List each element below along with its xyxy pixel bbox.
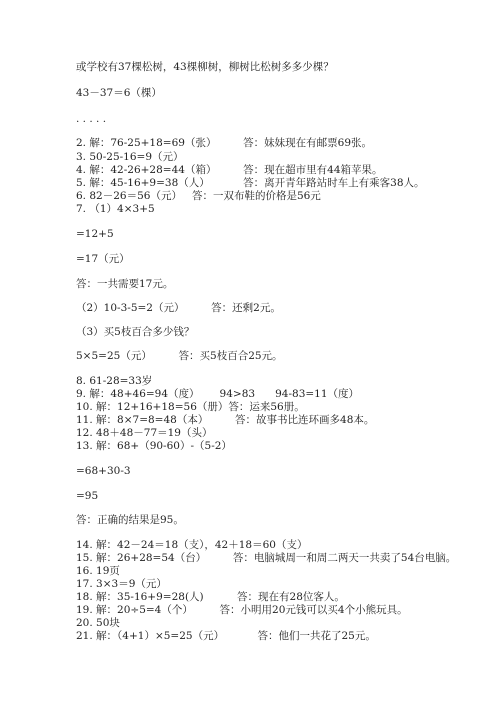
answer-line: 12. 48＋48－77＝19（头）	[76, 427, 213, 439]
answer-line: 9. 解：48+46=94（度） 94>83 94-83=11（度）	[76, 388, 360, 400]
answer-line: 13. 解：68+（90-60）-（5-2）	[76, 440, 232, 452]
answer-line: 21. 解：（4+1）×5=25（元） 答：他们一共花了25元。	[76, 630, 376, 642]
answer-line: 15. 解：26+28=54（台） 答：电脑城周一和周二两天一共卖了54台电脑。	[76, 552, 457, 564]
answer-line: 答：正确的结果是95。	[76, 514, 184, 526]
answer-line: （3）买5枝百合多少钱？	[76, 326, 195, 338]
answer-line: 43－37＝6（棵）	[76, 87, 162, 99]
problem-statement: 或学校有37棵松树，43棵柳树，柳树比松树多多少棵？	[76, 61, 334, 73]
answer-line: 5×5=25（元） 答：买5枝百合25元。	[76, 350, 283, 362]
answer-line: 20. 50块	[76, 617, 120, 629]
answer-line: 2. 解：76-25+18=69（张） 答：妹妹现在有邮票69张。	[76, 137, 373, 149]
answer-line: 18. 解：35-16+9=28(人) 答：现在有28位客人。	[76, 591, 345, 603]
ellipsis-line: . . . . .	[76, 113, 107, 125]
answer-line: 17. 3×3＝9（元）	[76, 578, 167, 590]
answer-line: 4. 解：42-26+28=44（箱） 答：现在超市里有44箱苹果。	[76, 164, 383, 176]
answer-line: （2）10-3-5=2（元） 答：还剩2元。	[76, 302, 281, 314]
answer-line: 5. 解：45-16+9=38（人） 答：离开青年路站时车上有乘客38人。	[76, 177, 425, 189]
answer-line: 11. 解：8×7=8=48（本） 答：故事书比连环画多48本。	[76, 414, 375, 426]
answer-line: 14. 解：42－24＝18（支），42＋18＝60（支）	[76, 539, 308, 551]
answer-line: 7. （1）4×3+5	[76, 203, 155, 215]
answer-line: 8. 61-28=33岁	[76, 375, 153, 387]
answer-line: =12+5	[76, 228, 114, 240]
answer-line: 6. 82－26＝56（元） 答：一双布鞋的价格是56元	[76, 190, 321, 202]
answer-line: 10. 解：12+16+18=56（册）答：运来56册。	[76, 401, 305, 413]
answer-line: 答：一共需要17元。	[76, 278, 174, 290]
answer-line: =17（元）	[76, 253, 130, 265]
answer-line: 16. 19页	[76, 565, 120, 577]
answer-line: =68+30-3	[76, 465, 131, 477]
answer-line: 3. 50-25-16=9（元）	[76, 151, 184, 163]
answer-line: =95	[76, 490, 99, 502]
answer-line: 19. 解：20÷5=4（个） 答：小明用20元钱可以买4个小熊玩具。	[76, 604, 408, 616]
